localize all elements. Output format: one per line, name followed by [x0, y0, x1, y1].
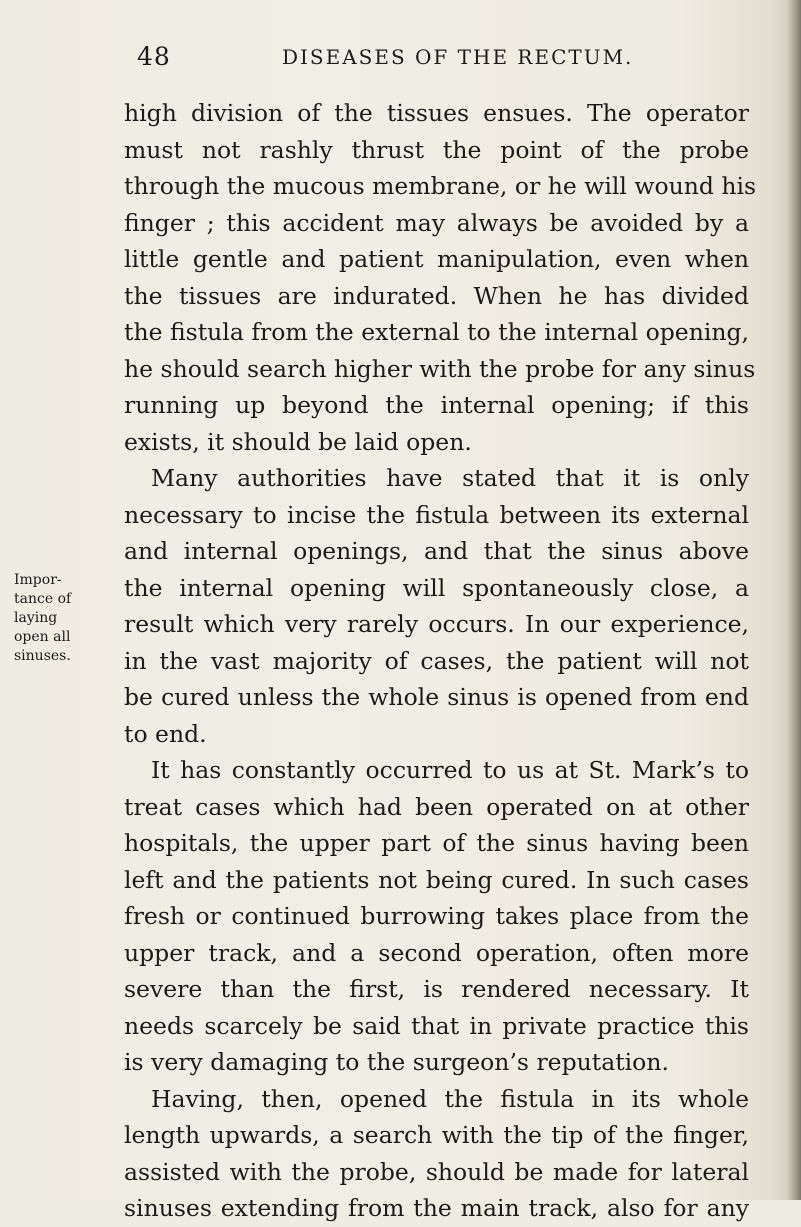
text-line: exists, it should be laid open.	[124, 427, 472, 456]
text-line: result which very rarely occurs. In our experience,	[124, 610, 749, 638]
text-line: the internal opening will spontaneously close, a	[124, 573, 749, 602]
text-line: left and the patients not being cured. In such cases	[124, 865, 749, 894]
text-line: finger ; this accident may always be avoided by a	[124, 208, 749, 237]
margin-note-line: open all	[14, 629, 71, 645]
text-line: in the vast majority of cases, the patient will not	[124, 646, 749, 675]
text-line: the fistula from the external to the internal opening,	[124, 318, 749, 346]
text-line: is very damaging to the surgeon’s reputation.	[124, 1048, 669, 1076]
text-line: upper track, and a second operation, often more	[124, 938, 749, 967]
text-line: It has constantly occurred to us at St. Mark’s to	[151, 756, 749, 784]
text-line: must not rashly thrust the point of the probe	[124, 135, 749, 164]
margin-note-line: Impor-	[14, 572, 62, 588]
text-line: he should search higher with the probe for any sinus	[124, 354, 756, 383]
text-line: needs scarcely be said that in private practice this	[124, 1011, 749, 1040]
margin-note-line: tance of	[14, 591, 72, 607]
text-line: the tissues are indurated. When he has divided	[124, 281, 749, 310]
margin-note-line: sinuses.	[14, 648, 71, 664]
text-line: length upwards, a search with the tip of the finger,	[124, 1121, 749, 1149]
text-line: treat cases which had been operated on at other	[124, 792, 749, 821]
text-line: be cured unless the whole sinus is opened from end	[124, 683, 749, 711]
text-line: Having, then, opened the fistula in its whole	[151, 1084, 749, 1113]
margin-note-line: laying	[14, 610, 58, 626]
text-line: running up beyond the internal opening; if this	[124, 391, 749, 419]
text-line: Many authorities have stated that it is only	[151, 464, 749, 492]
page-edge-shadow	[787, 0, 801, 1200]
running-title: DISEASES OF THE RECTUM.	[282, 45, 634, 69]
text-line: high division of the tissues ensues. The operator	[124, 99, 749, 127]
text-line: to end.	[124, 719, 207, 748]
text-line: through the mucous membrane, or he will wound his	[124, 172, 757, 200]
margin-note	[14, 571, 119, 666]
page-number: 48	[137, 42, 171, 71]
text-line: necessary to incise the fistula between its external	[124, 500, 749, 529]
text-line: hospitals, the upper part of the sinus having been	[124, 829, 749, 857]
body-text	[124, 95, 757, 1227]
text-line: little gentle and patient manipulation, even when	[124, 245, 749, 273]
text-line: sinuses extending from the main track, also for any	[124, 1194, 749, 1222]
text-line: severe than the first, is rendered necessary. It	[124, 975, 749, 1003]
text-line: assisted with the probe, should be made for lateral	[124, 1157, 749, 1186]
running-head	[0, 42, 801, 78]
text-line: fresh or continued burrowing takes place from the	[124, 902, 749, 930]
text-line: and internal openings, and that the sinus above	[124, 537, 749, 565]
